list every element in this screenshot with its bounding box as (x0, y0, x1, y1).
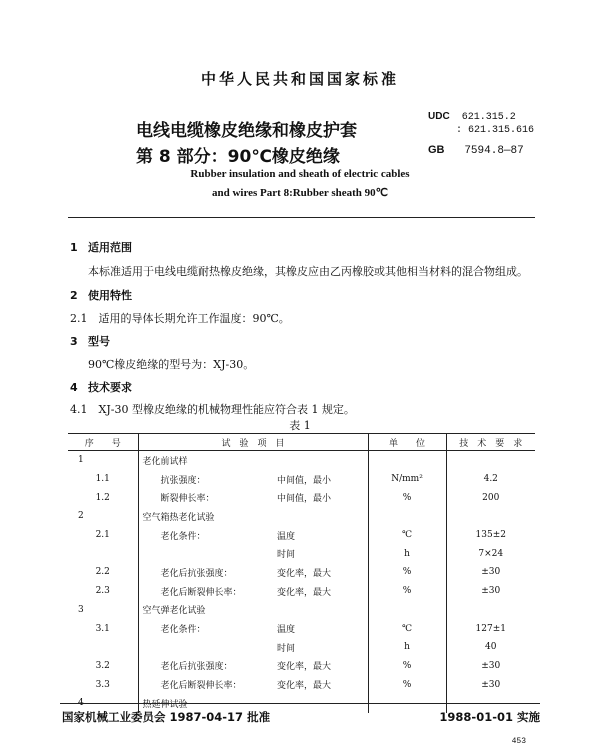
row-unit: % (368, 657, 446, 676)
row-test-item: 空气箱热老化试验 (138, 507, 273, 526)
table-row (68, 544, 535, 563)
row-condition: 时间 (277, 643, 296, 654)
standard-title-line1: 电线电缆橡皮绝缘和橡皮护套 (136, 121, 357, 141)
header-test-item: 试 验 项 目 (138, 434, 368, 451)
row-number (68, 544, 138, 563)
row-unit: h (368, 638, 446, 657)
row-number: 4 (78, 698, 84, 709)
section-1-title: 适用范围 (88, 241, 132, 254)
row-condition: 中间值，最小 (277, 494, 332, 505)
row-number: 3.1 (95, 623, 110, 634)
row-unit (368, 507, 446, 526)
row-condition (273, 601, 368, 620)
row-test-item: 老化后断裂伸长率： (138, 675, 273, 694)
row-test-item: 老化条件： (138, 619, 273, 638)
section-2-number: 2 (70, 289, 78, 302)
section-4-1-text: 4.1 XJ-30 型橡皮绝缘的机械物理性能应符合表 1 规定。 (70, 403, 355, 416)
row-unit: % (368, 582, 446, 601)
udc-label: UDC (428, 111, 450, 122)
row-unit: % (368, 488, 446, 507)
implementation-text: 1988-01-01 实施 (439, 710, 540, 724)
section-3-heading (70, 333, 110, 349)
page-number: 453 (511, 737, 526, 746)
standard-title-line2: 第 8 部分：90℃橡皮绝缘 (136, 147, 340, 167)
table-caption: 表 1 (289, 419, 311, 432)
row-test-item: 老化条件： (138, 526, 273, 545)
header-number: 序 号 (68, 434, 138, 451)
section-1-number: 1 (70, 241, 78, 254)
section-4-number: 4 (70, 381, 78, 394)
table-row (68, 451, 535, 470)
row-condition: 温度 (277, 625, 296, 636)
table-row (68, 619, 535, 638)
header-divider (68, 217, 535, 218)
row-unit: ℃ (368, 526, 446, 545)
approval-text: 国家机械工业委员会 1987-04-17 批准 (62, 710, 271, 724)
table-row (68, 601, 535, 620)
table-header-row (68, 434, 535, 451)
row-unit: N/mm² (368, 470, 446, 489)
row-unit: % (368, 563, 446, 582)
row-condition: 变化率，最大 (277, 587, 332, 598)
row-number: 2 (78, 511, 84, 522)
header-requirement: 技 术 要 求 (446, 434, 535, 451)
row-number: 3.3 (95, 679, 110, 690)
table-row (68, 507, 535, 526)
english-title-line2: and wires Part 8:Rubber sheath 90℃ (211, 187, 389, 199)
section-1-text: 本标准适用于电线电缆耐热橡皮绝缘，其橡皮应由乙丙橡胶或其他相当材料的混合物组成。 (88, 265, 528, 278)
gb-number-block (428, 144, 524, 157)
table-row (68, 657, 535, 676)
udc-code-line2: : 621.315.616 (456, 125, 535, 136)
section-3-title: 型号 (88, 335, 110, 348)
row-requirement (446, 601, 535, 620)
table-row (68, 488, 535, 507)
row-condition: 中间值，最小 (277, 475, 332, 486)
row-test-item: 抗张强度： (138, 470, 273, 489)
row-test-item (138, 638, 273, 657)
row-test-item (138, 544, 273, 563)
row-condition: 变化率，最大 (277, 681, 332, 692)
udc-code-block (428, 110, 534, 137)
section-1-heading (70, 239, 132, 255)
header-unit: 单 位 (368, 434, 446, 451)
row-number (68, 638, 138, 657)
row-requirement: 135±2 (446, 526, 535, 545)
row-test-item: 空气弹老化试验 (138, 601, 273, 620)
gb-number: 7594.8—87 (464, 145, 524, 157)
section-2-heading (70, 287, 132, 303)
row-condition: 时间 (277, 550, 296, 561)
row-requirement: 4.2 (446, 470, 535, 489)
row-test-item: 热延伸试验 (138, 694, 273, 713)
row-unit (368, 451, 446, 470)
section-2-title: 使用特性 (88, 289, 132, 302)
row-condition: 变化率，最大 (277, 568, 332, 579)
table-row (68, 638, 535, 657)
row-requirement: 127±1 (446, 619, 535, 638)
row-unit: ℃ (368, 619, 446, 638)
section-4-heading (70, 379, 132, 395)
row-number: 1 (78, 455, 84, 466)
row-requirement: 7×24 (446, 544, 535, 563)
footer-divider (60, 703, 540, 704)
row-test-item: 老化后抗张强度： (138, 657, 273, 676)
udc-code-line1: 621.315.2 (461, 112, 516, 123)
row-number: 3.2 (95, 660, 110, 671)
row-requirement: 40 (446, 638, 535, 657)
row-test-item: 老化后断裂伸长率： (138, 582, 273, 601)
section-4-title: 技术要求 (88, 381, 132, 394)
section-3-text: 90℃橡皮绝缘的型号为：XJ-30。 (88, 358, 255, 371)
table-body (68, 451, 535, 713)
row-requirement: ±30 (446, 563, 535, 582)
english-title-line1: Rubber insulation and sheath of electric cables (190, 168, 410, 180)
row-unit (368, 601, 446, 620)
row-requirement: ±30 (446, 675, 535, 694)
row-number: 1.1 (95, 474, 110, 485)
table-row (68, 526, 535, 545)
row-number: 2.1 (95, 530, 110, 541)
row-requirement: 200 (446, 488, 535, 507)
section-2-1-text: 2.1 适用的导体长期允许工作温度：90℃。 (70, 312, 290, 325)
row-unit: h (368, 544, 446, 563)
row-condition: 温度 (277, 531, 296, 542)
row-requirement: ±30 (446, 582, 535, 601)
section-3-number: 3 (70, 335, 78, 348)
table-row (68, 563, 535, 582)
row-requirement (446, 451, 535, 470)
row-test-item: 老化前试样 (138, 451, 273, 470)
table-row (68, 470, 535, 489)
row-number: 3 (78, 604, 84, 615)
gb-label: GB (428, 144, 445, 156)
row-test-item: 断裂伸长率： (138, 488, 273, 507)
row-test-item: 老化后抗张强度： (138, 563, 273, 582)
national-standard-title: 中华人民共和国国家标准 (200, 70, 399, 88)
row-unit: % (368, 675, 446, 694)
row-condition: 变化率，最大 (277, 662, 332, 673)
row-requirement (446, 507, 535, 526)
row-number: 2.2 (95, 567, 110, 578)
table-row (68, 582, 535, 601)
row-condition (273, 451, 368, 470)
row-requirement: ±30 (446, 657, 535, 676)
row-number: 1.2 (95, 492, 110, 503)
row-number: 2.3 (95, 586, 110, 597)
table-row (68, 675, 535, 694)
technical-requirements-table (68, 433, 535, 713)
row-condition (273, 507, 368, 526)
